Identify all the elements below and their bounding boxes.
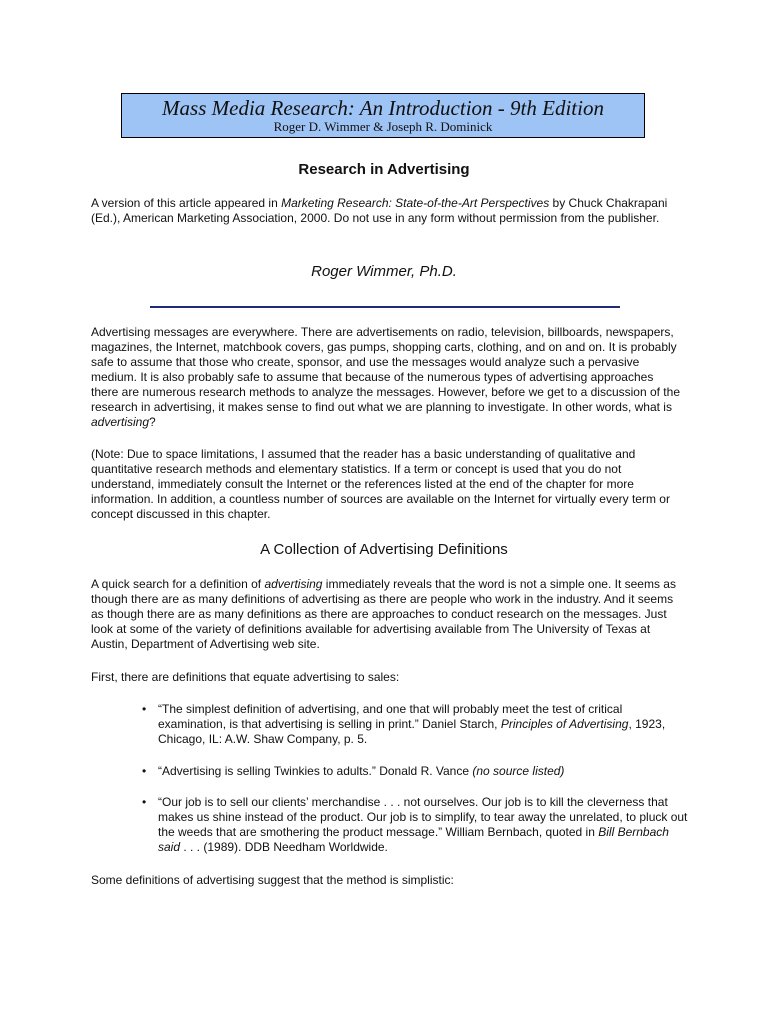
bullet-2-italic: (no source listed): [472, 764, 565, 778]
bullet-3-text-1: “Our job is to sell our clients’ merchandise . . . not ourselves. Our job is to kill the cleverness that makes us shine instead of the product. Our job is to simplify, to tear away the unrelated, to pluck out the weeds that are smothering the product message.” William Bernbach, quoted in: [158, 795, 688, 839]
body-paragraph-1: [91, 325, 681, 430]
article-author: Roger Wimmer, Ph.D.: [311, 263, 457, 280]
bullet-marker: •: [142, 702, 147, 716]
book-title: Mass Media Research: An Introduction - 9th Edition: [162, 96, 604, 120]
bullet-1-italic: Principles of Advertising: [500, 717, 629, 731]
para3-text-1: A quick search for a definition of: [91, 577, 265, 591]
intro-paragraph: [91, 196, 681, 226]
para3-text-2: immediately reveals that the word is not a simple one. It seems as though there are as many definitions of advertising as there are people who work in the industry. And it seems as though there are as many definitions as there are approaches to conduct research on the messages. Just look at some of the variety of definitions available for advertising available from The University of Texas at Austin, Department of Advertising web site.: [91, 577, 676, 651]
book-title-banner: [121, 93, 645, 138]
body-paragraph-4: Some definitions of advertising suggest that the method is simplistic:: [91, 873, 454, 887]
article-title: Research in Advertising: [298, 161, 470, 178]
intro-source-title: Marketing Research: State-of-the-Art Perspectives: [281, 196, 550, 210]
list-item: [158, 764, 688, 779]
body-paragraph-2: [91, 577, 681, 652]
bullet-3-italic: Bill Bernbach said: [158, 825, 669, 854]
intro-text-2: by Chuck Chakrapani (Ed.), American Marketing Association, 2000. Do not use in any form without permission from the publisher.: [91, 196, 668, 225]
section-heading: A Collection of Advertising Definitions: [260, 541, 508, 558]
body-paragraph-note: (Note: Due to space limitations, I assumed that the reader has a basic understanding of qualitative and quantitative research methods and elementary statistics. If a term or concept is used that you do not understand, immediately consult the Internet or the references listed at the end of the chapter for more information. In addition, a countless number of sources are available on the Internet for virtually every term or concept discussed in this chapter.: [91, 447, 670, 521]
bullet-marker: •: [142, 764, 147, 778]
divider-rule: [150, 306, 620, 308]
bullet-marker: •: [142, 795, 147, 809]
list-item: [158, 702, 688, 747]
bullet-2-text-1: “Advertising is selling Twinkies to adults.” Donald R. Vance: [158, 764, 473, 778]
list-item: [158, 795, 688, 855]
book-authors: Roger D. Wimmer & Joseph R. Dominick: [273, 119, 493, 134]
bullet-1-text-1: “The simplest definition of advertising, and one that will probably meet the test of critical examination, is that advertising is selling in print.” Daniel Starch,: [158, 702, 623, 731]
para1-text-1: Advertising messages are everywhere. There are advertisements on radio, television, billboards, newspapers, magazines, the Internet, matchbook covers, gas pumps, shopping carts, clothing, and on and on. It is probably safe to assume that those who create, sponsor, and use the messages would analyze such a pervasive medium. It is also probably safe to assume that because of the numerous types of advertising approaches there are numerous research methods to analyze the messages. However, before we get to a discussion of the research in advertising, it makes sense to find out what we are planning to investigate. In other words, what is: [91, 325, 680, 414]
para3-italic: advertising: [264, 577, 323, 591]
para1-italic: advertising: [91, 415, 150, 429]
bullet-1-text-2: , 1923, Chicago, IL: A.W. Shaw Company, p. 5.: [158, 717, 666, 746]
para1-text-2: ?: [149, 415, 156, 429]
bullet-3-text-2: . . . (1989). DDB Needham Worldwide.: [180, 840, 388, 854]
intro-text-1: A version of this article appeared in: [91, 196, 282, 210]
body-paragraph-3: First, there are definitions that equate advertising to sales:: [91, 670, 400, 684]
